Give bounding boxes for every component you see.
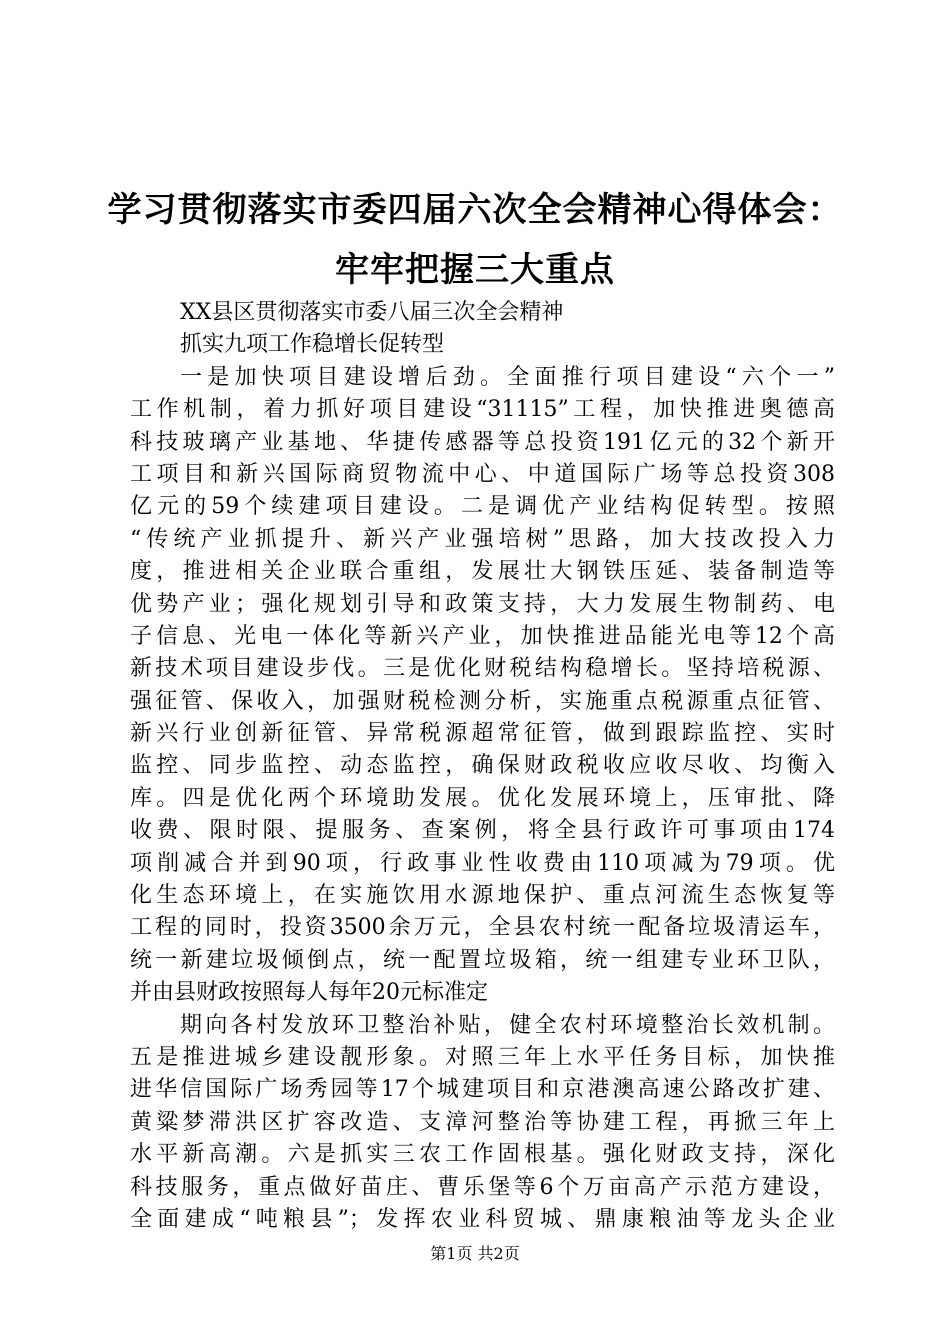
body-line: 库。四是优化两个环境助发展。优化发展环境上，压审批、降 (130, 785, 835, 811)
body-line: 黄粱梦滞洪区扩容改造、支漳河整治等协建工程，再掀三年上 (130, 1109, 835, 1135)
body-line: 新技术项目建设步伐。三是优化财税结构稳增长。坚持培税源、 (130, 656, 835, 682)
body-line: 水平新高潮。六是抓实三农工作固根基。强化财政支持，深化 (130, 1142, 835, 1168)
body-line: 化生态环境上，在实施饮用水源地保护、重点河流生态恢复等 (130, 883, 835, 909)
body-line: 项削减合并到90项，行政事业性收费由110项减为79项。优 (130, 850, 835, 876)
body-line: 并由县财政按照每人每年20元标准定 (130, 980, 488, 1006)
body-line: 五是推进城乡建设靓形象。对照三年上水平任务目标，加快推 (130, 1044, 835, 1070)
body-line: 新兴行业创新征管、异常税源超常征管，做到跟踪监控、实时 (130, 721, 835, 747)
body-line: “传统产业抓提升、新兴产业强培树”思路，加大技改投入力 (130, 526, 835, 552)
body-line: 科技服务，重点做好苗庄、曹乐堡等6个万亩高产示范方建设， (130, 1174, 835, 1200)
body-line: 子信息、光电一体化等新兴产业，加快推进品能光电等12个高 (130, 623, 835, 649)
body-line: 工作机制，着力抓好项目建设“31115”工程，加快推进奥德高 (130, 397, 835, 423)
document-body (130, 297, 835, 1236)
body-line: 度，推进相关企业联合重组，发展壮大钢铁压延、装备制造等 (130, 559, 835, 585)
body-line: 统一新建垃圾倾倒点，统一配置垃圾箱，统一组建专业环卫队， (130, 947, 835, 973)
body-line: 抓实九项工作稳增长促转型 (180, 332, 445, 358)
body-line: 亿元的59个续建项目建设。二是调优产业结构促转型。按照 (130, 494, 835, 520)
body-line: 收费、限时限、提服务、查案例，将全县行政许可事项由174 (130, 818, 835, 844)
body-line: 全面建成“吨粮县”；发挥农业科贸城、鼎康粮油等龙头企业 (130, 1206, 835, 1232)
body-line: 强征管、保收入，加强财税检测分析，实施重点税源重点征管、 (130, 688, 835, 714)
body-line: 一是加快项目建设增后劲。全面推行项目建设“六个一” (180, 364, 835, 390)
page-title: 学习贯彻落实市委四届六次全会精神心得体会： (107, 190, 843, 230)
body-line: 科技玻璃产业基地、华捷传感器等总投资191亿元的32个新开 (130, 429, 835, 455)
body-line: 优势产业；强化规划引导和政策支持，大力发展生物制药、电 (130, 591, 835, 617)
body-line: 工项目和新兴国际商贸物流中心、中道国际广场等总投资308 (130, 461, 835, 487)
body-line: 监控、同步监控、动态监控，确保财政税收应收尽收、均衡入 (130, 753, 835, 779)
page-footer: 第1页 共2页 (430, 1244, 520, 1263)
body-line: 期向各村发放环卫整治补贴，健全农村环境整治长效机制。 (180, 1012, 835, 1038)
body-line: 工程的同时，投资3500余万元，全县农村统一配备垃圾清运车， (130, 915, 835, 941)
body-line: XX县区贯彻落实市委八届三次全会精神 (180, 300, 564, 325)
page-subtitle: 牢牢把握三大重点 (335, 250, 615, 290)
body-line: 进华信国际广场秀园等17个城建项目和京港澳高速公路改扩建、 (130, 1077, 835, 1103)
